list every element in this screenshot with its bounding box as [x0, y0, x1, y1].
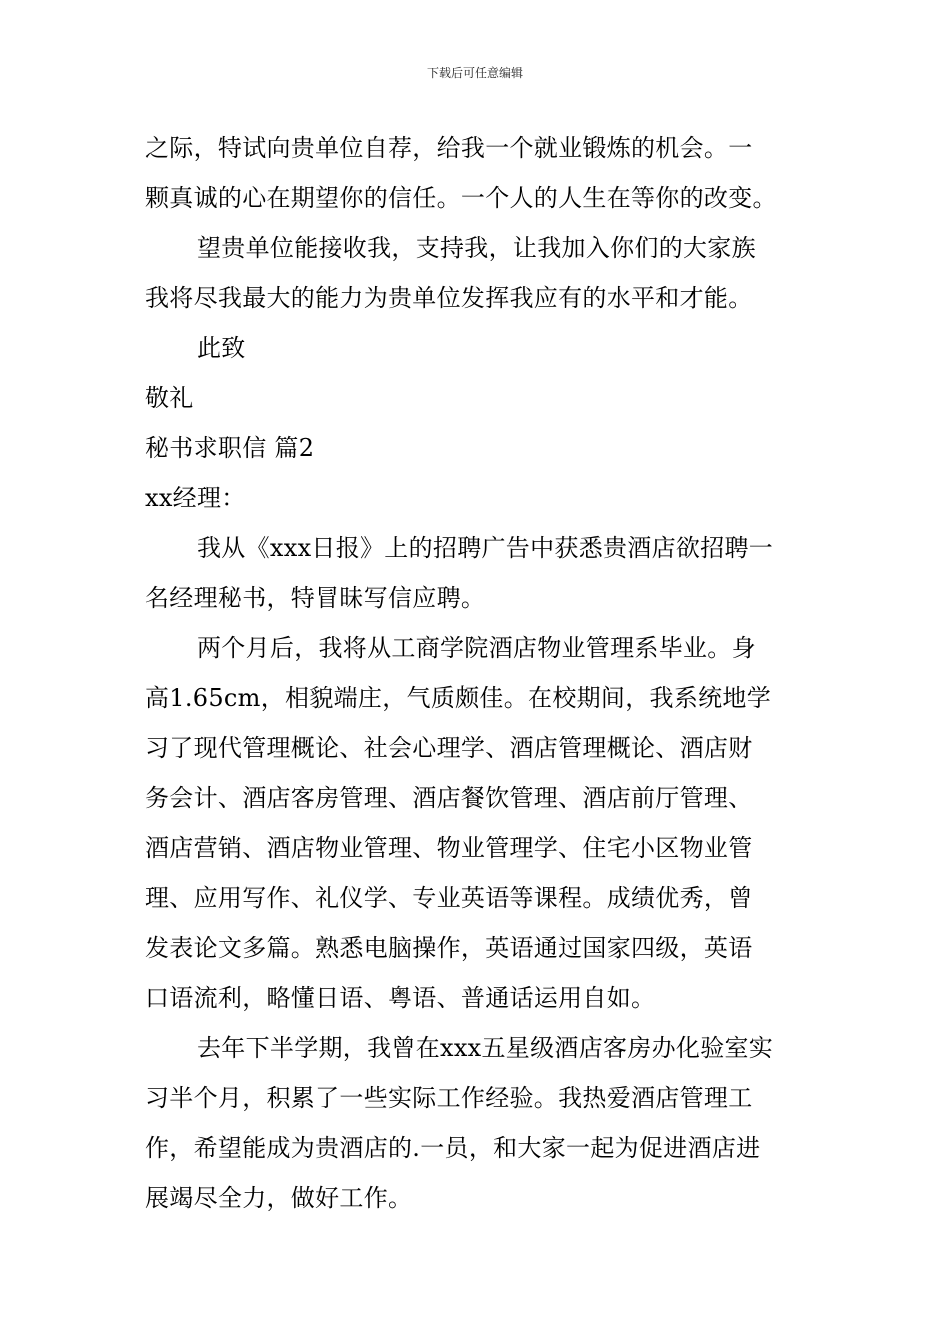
page-header: 下载后可任意编辑 [426, 66, 523, 80]
section-title: 秘书求职信 篇2 [145, 434, 315, 462]
text-line: 务会计、酒店客房管理、酒店餐饮管理、酒店前厅管理、 [145, 784, 753, 812]
text-line: 之际，特试向贵单位自荐，给我一个就业锻炼的机会。一 [145, 134, 753, 162]
text-line: 发表论文多篇。熟悉电脑操作，英语通过国家四级，英语 [145, 934, 753, 962]
text-line: 习半个月，积累了一些实际工作经验。我热爱酒店管理工 [145, 1084, 753, 1112]
text-line: 两个月后，我将从工商学院酒店物业管理系毕业。身 [197, 634, 756, 662]
text-line: 望贵单位能接收我，支持我，让我加入你们的大家族 [197, 234, 756, 262]
text-line: 酒店营销、酒店物业管理、物业管理学、住宅小区物业管 [145, 834, 753, 862]
text-line: 颗真诚的心在期望你的信任。一个人的人生在等你的改变。 [145, 184, 777, 212]
document-body [145, 123, 810, 1223]
letter-greeting: xx经理： [145, 484, 246, 512]
text-line: 理、应用写作、礼仪学、专业英语等课程。成绩优秀，曾 [145, 884, 753, 912]
closing-respect: 敬礼 [145, 384, 194, 412]
text-line: 习了现代管理概论、社会心理学、酒店管理概论、酒店财 [145, 734, 753, 762]
closing-salutation: 此致 [197, 334, 246, 362]
text-line: 我将尽我最大的能力为贵单位发挥我应有的水平和才能。 [145, 284, 753, 312]
text-line: 高1.65cm，相貌端庄，气质颇佳。在校期间，我系统地学 [145, 684, 772, 712]
text-line: 名经理秘书，特冒昧写信应聘。 [145, 584, 486, 612]
text-line: 我从《xxx日报》上的招聘广告中获悉贵酒店欲招聘一 [197, 534, 774, 562]
text-line: 去年下半学期，我曾在xxx五星级酒店客房办化验室实 [197, 1034, 774, 1062]
text-line: 展竭尽全力，做好工作。 [145, 1184, 413, 1212]
text-line: 作，希望能成为贵酒店的.一员，和大家一起为促进酒店进 [145, 1134, 761, 1162]
text-line: 口语流利，略懂日语、粤语、普通话运用自如。 [145, 984, 656, 1012]
